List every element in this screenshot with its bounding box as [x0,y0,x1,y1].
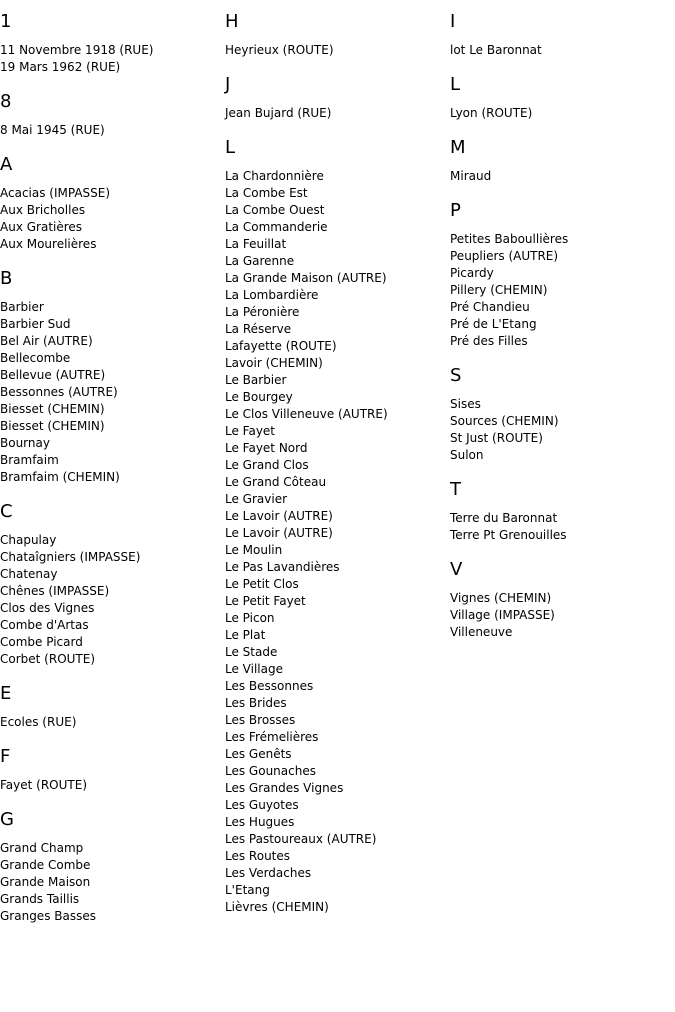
street-link[interactable]: Village (IMPASSE) [450,608,555,622]
street-link[interactable]: Le Fayet Nord [225,441,308,455]
list-item [450,430,670,447]
street-link[interactable]: Terre du Baronnat [450,511,558,525]
list-item [0,59,220,76]
street-link[interactable]: Bel Air (AUTRE) [0,334,93,348]
list-item [225,814,445,831]
list-item [0,350,220,367]
list-item [225,610,445,627]
list-item [225,525,445,542]
street-link[interactable]: Le Petit Clos [225,577,299,591]
street-link[interactable]: Les Brosses [225,713,296,727]
list-item [225,406,445,423]
street-link[interactable]: Les Pastoureaux (AUTRE) [225,832,377,846]
list-item [0,908,220,925]
street-link[interactable]: Le Fayet [225,424,276,438]
list-item [225,185,445,202]
street-link[interactable]: 8 Mai 1945 (RUE) [0,123,105,137]
letter-group [0,267,220,486]
street-link[interactable]: Le Bourgey [225,390,293,404]
street-link[interactable]: Jean Bujard (RUE) [225,106,332,120]
letter-group [0,808,220,925]
street-link[interactable]: Bessonnes (AUTRE) [0,385,118,399]
street-link[interactable]: La Feuillat [225,237,287,251]
street-link[interactable]: Bellevue (AUTRE) [0,368,106,382]
street-index-column-2 [225,10,445,930]
list-item [225,491,445,508]
street-link[interactable]: Miraud [450,169,492,183]
street-link[interactable]: Le Moulin [225,543,283,557]
list-item [0,401,220,418]
list-item [0,418,220,435]
letter-group [0,90,220,139]
list-item [450,607,670,624]
street-link[interactable]: Le Clos Villeneuve (AUTRE) [225,407,388,421]
letter-heading: 8 [0,91,12,112]
list-item [0,236,220,253]
street-link[interactable]: La Garenne [225,254,295,268]
street-list [450,590,670,641]
street-list [225,42,445,59]
letter-group [0,153,220,253]
street-list [0,42,220,76]
street-list [450,168,670,185]
letter-group [450,199,670,350]
street-link[interactable]: 11 Novembre 1918 (RUE) [0,43,154,57]
list-item [0,185,220,202]
street-link[interactable]: Pré des Filles [450,334,528,348]
street-link[interactable]: Chênes (IMPASSE) [0,584,110,598]
letter-group [450,558,670,641]
street-link[interactable]: Les Hugues [225,815,295,829]
street-link[interactable]: Le Barbier [225,373,287,387]
street-link[interactable]: Le Lavoir (AUTRE) [225,526,333,540]
letter-group [450,73,670,122]
street-link[interactable]: Les Brides [225,696,287,710]
letter-heading: L [225,137,236,158]
list-item [450,265,670,282]
street-link[interactable]: Sources (CHEMIN) [450,414,559,428]
street-link[interactable]: Vignes (CHEMIN) [450,591,552,605]
street-link[interactable]: 19 Mars 1962 (RUE) [0,60,121,74]
street-link[interactable]: Picardy [450,266,494,280]
list-item [0,600,220,617]
street-link[interactable]: Le Grand Côteau [225,475,327,489]
letter-heading: S [450,365,462,386]
list-item [225,423,445,440]
list-item [450,624,670,641]
list-item [0,367,220,384]
letter-group [225,136,445,916]
list-item [225,321,445,338]
list-item [0,583,220,600]
list-item [225,105,445,122]
street-link[interactable]: Les Bessonnes [225,679,314,693]
street-link[interactable]: Aux Bricholles [0,203,86,217]
list-item [225,559,445,576]
street-link[interactable]: Villeneuve [450,625,513,639]
list-item [225,457,445,474]
street-link[interactable]: Lièvres (CHEMIN) [225,900,329,914]
list-item [450,282,670,299]
letter-heading: P [450,200,461,221]
list-item [225,797,445,814]
street-link[interactable]: Le Village [225,662,283,676]
list-item [225,695,445,712]
list-item [225,168,445,185]
list-item [225,508,445,525]
street-link[interactable]: Bramfaim [0,453,59,467]
street-link[interactable]: Le Gravier [225,492,288,506]
street-link[interactable]: La Grande Maison (AUTRE) [225,271,387,285]
street-link[interactable]: Les Grandes Vignes [225,781,344,795]
letter-heading: M [450,137,466,158]
letter-group [225,10,445,59]
list-item [0,333,220,350]
list-item [225,661,445,678]
street-list [0,840,220,925]
street-link[interactable]: Sulon [450,448,484,462]
list-item [225,372,445,389]
list-item [0,634,220,651]
list-item [450,396,670,413]
street-link[interactable]: Combe d'Artas [0,618,89,632]
letter-group [0,10,220,76]
street-link[interactable]: lot Le Baronnat [450,43,542,57]
list-item [450,299,670,316]
street-link[interactable]: St Just (ROUTE) [450,431,543,445]
street-link[interactable]: Chatenay [0,567,58,581]
list-item [0,42,220,59]
street-list [0,777,220,794]
letter-heading: E [0,683,12,704]
list-item [450,42,670,59]
list-item [225,882,445,899]
street-link[interactable]: Aux Gratières [0,220,83,234]
list-item [225,729,445,746]
list-item [0,122,220,139]
list-item [225,202,445,219]
street-link[interactable]: Bellecombe [0,351,71,365]
street-link[interactable]: La Lombardière [225,288,319,302]
street-link[interactable]: Bramfaim (CHEMIN) [0,470,120,484]
street-link[interactable]: Les Gounaches [225,764,316,778]
street-link[interactable]: La Chardonnière [225,169,324,183]
street-list [0,299,220,486]
letter-heading: F [0,746,11,767]
list-item [225,865,445,882]
street-link[interactable]: Corbet (ROUTE) [0,652,96,666]
street-link[interactable]: Lyon (ROUTE) [450,106,533,120]
street-link[interactable]: Grande Maison [0,875,91,889]
street-list [450,105,670,122]
street-link[interactable]: Barbier Sud [0,317,71,331]
list-item [450,333,670,350]
list-item [225,304,445,321]
letter-group [225,73,445,122]
street-link[interactable]: Lafayette (ROUTE) [225,339,337,353]
street-link[interactable]: Les Routes [225,849,291,863]
list-item [0,435,220,452]
list-item [0,891,220,908]
letter-heading: J [225,74,231,95]
list-item [0,299,220,316]
list-item [225,440,445,457]
list-item [450,168,670,185]
street-list [0,532,220,668]
letter-group [450,478,670,544]
street-link[interactable]: Chapulay [0,533,57,547]
list-item [0,219,220,236]
letter-group [0,745,220,794]
list-item [0,566,220,583]
list-item [450,510,670,527]
letter-group [0,682,220,731]
street-index-column-3 [450,10,670,655]
street-link[interactable]: La Combe Est [225,186,308,200]
letter-heading: B [0,268,13,289]
street-index-column-1 [0,10,220,939]
street-link[interactable]: Heyrieux (ROUTE) [225,43,334,57]
street-link[interactable]: La Combe Ouest [225,203,325,217]
list-item [225,270,445,287]
street-link[interactable]: L'Etang [225,883,270,897]
street-link[interactable]: Le Picon [225,611,275,625]
list-item [225,848,445,865]
list-item [0,874,220,891]
letter-heading: C [0,501,13,522]
list-item [0,452,220,469]
letter-heading: I [450,11,456,32]
street-link[interactable]: Chataîgniers (IMPASSE) [0,550,141,564]
list-item [225,593,445,610]
street-link[interactable]: Le Stade [225,645,278,659]
street-link[interactable]: Le Petit Fayet [225,594,306,608]
street-link[interactable]: La Péronière [225,305,300,319]
street-link[interactable]: Le Grand Clos [225,458,309,472]
list-item [225,712,445,729]
letter-heading: 1 [0,11,12,32]
list-item [0,651,220,668]
street-link[interactable]: Pré Chandieu [450,300,530,314]
street-link[interactable]: La Commanderie [225,220,328,234]
list-item [225,236,445,253]
list-item [0,202,220,219]
street-link[interactable]: Biesset (CHEMIN) [0,402,105,416]
street-link[interactable]: Le Pas Lavandières [225,560,340,574]
list-item [225,253,445,270]
list-item [450,316,670,333]
letter-heading: L [450,74,461,95]
street-link[interactable]: Combe Picard [0,635,83,649]
list-item [225,474,445,491]
letter-heading: V [450,559,463,580]
list-item [0,857,220,874]
street-link[interactable]: Bournay [0,436,50,450]
street-link[interactable]: Les Genêts [225,747,292,761]
list-item [225,576,445,593]
street-link[interactable]: Pillery (CHEMIN) [450,283,548,297]
street-link[interactable]: Grand Champ [0,841,84,855]
street-link[interactable]: Acacias (IMPASSE) [0,186,111,200]
list-item [225,355,445,372]
letter-group [0,500,220,668]
letter-heading: H [225,11,239,32]
list-item [225,831,445,848]
letter-group [450,364,670,464]
street-list [0,122,220,139]
list-item [0,469,220,486]
list-item [450,413,670,430]
street-link[interactable]: La Réserve [225,322,292,336]
street-link[interactable]: Les Frémelières [225,730,319,744]
list-item [450,231,670,248]
letter-heading: T [450,479,461,500]
list-item [225,338,445,355]
street-link[interactable]: Granges Basses [0,909,96,923]
list-item [225,627,445,644]
street-list [450,231,670,350]
list-item [225,542,445,559]
street-list [225,168,445,916]
list-item [0,617,220,634]
street-link[interactable]: Lavoir (CHEMIN) [225,356,323,370]
street-link[interactable]: Barbier [0,300,44,314]
list-item [450,248,670,265]
list-item [0,532,220,549]
street-link[interactable]: Le Lavoir (AUTRE) [225,509,333,523]
list-item [225,763,445,780]
street-link[interactable]: Grands Taillis [0,892,80,906]
letter-heading: G [0,809,14,830]
street-list [450,396,670,464]
list-item [225,899,445,916]
street-list [0,185,220,253]
street-link[interactable]: Fayet (ROUTE) [0,778,87,792]
letter-heading: A [0,154,13,175]
list-item [0,549,220,566]
street-list [225,105,445,122]
list-item [225,42,445,59]
list-item [0,384,220,401]
street-link[interactable]: Pré de L'Etang [450,317,537,331]
street-list [450,42,670,59]
street-link[interactable]: Petites Baboullières [450,232,569,246]
street-link[interactable]: Peupliers (AUTRE) [450,249,559,263]
street-link[interactable]: Les Guyotes [225,798,299,812]
list-item [225,678,445,695]
street-link[interactable]: Grande Combe [0,858,91,872]
street-list [450,510,670,544]
list-item [0,714,220,731]
list-item [0,316,220,333]
street-link[interactable]: Clos des Vignes [0,601,95,615]
street-link[interactable]: Ecoles (RUE) [0,715,77,729]
street-link[interactable]: Les Verdaches [225,866,312,880]
list-item [225,219,445,236]
list-item [450,105,670,122]
list-item [450,447,670,464]
list-item [225,780,445,797]
street-link[interactable]: Le Plat [225,628,266,642]
letter-group [450,10,670,59]
list-item [450,590,670,607]
list-item [0,840,220,857]
street-link[interactable]: Terre Pt Grenouilles [450,528,567,542]
list-item [225,389,445,406]
list-item [225,287,445,304]
list-item [0,777,220,794]
letter-group [450,136,670,185]
list-item [225,644,445,661]
street-link[interactable]: Aux Mourelières [0,237,97,251]
street-link[interactable]: Sises [450,397,481,411]
list-item [225,746,445,763]
street-list [0,714,220,731]
list-item [450,527,670,544]
street-link[interactable]: Biesset (CHEMIN) [0,419,105,433]
